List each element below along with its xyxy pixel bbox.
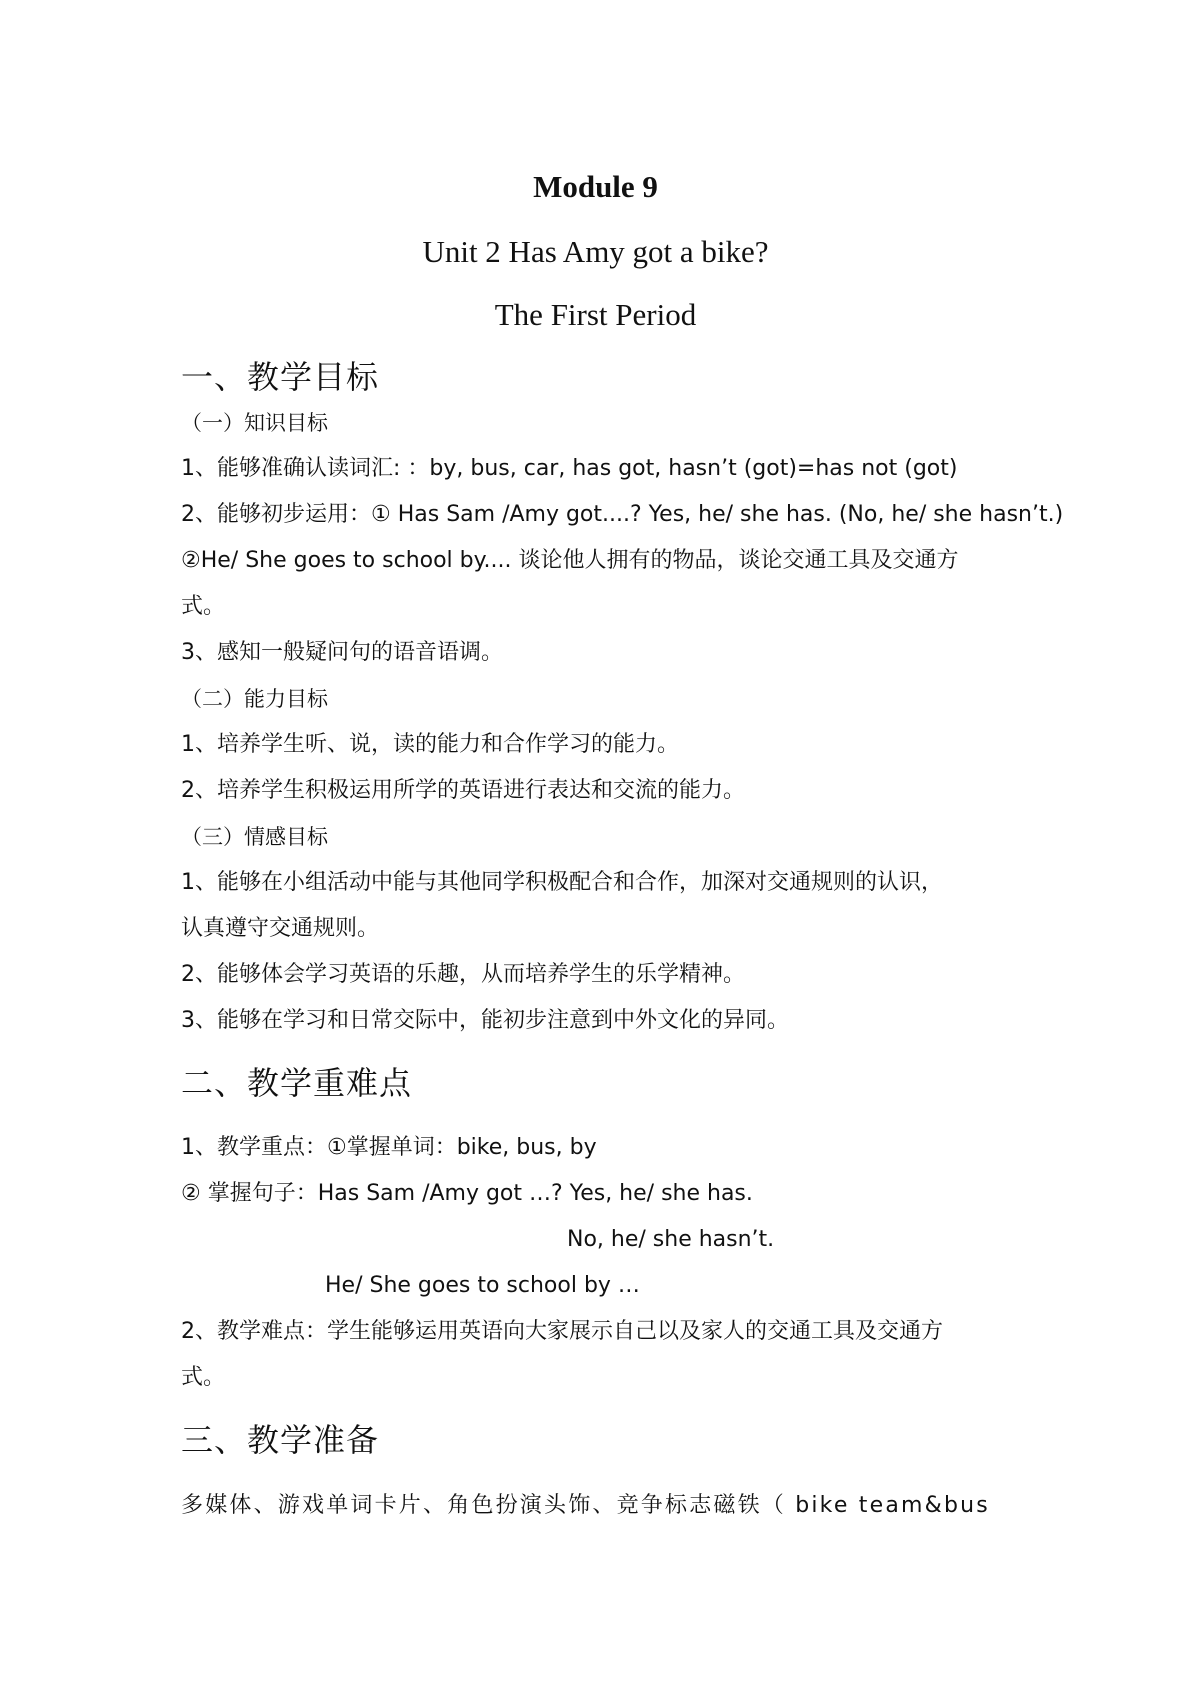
section-heading-preparation: 三、教学准备 [181, 1421, 380, 1459]
key-point-line-4: He/ She goes to school by … [325, 1273, 640, 1298]
emotion-item-1: 1、能够在小组活动中能与其他同学积极配合和合作，加深对交通规则的认识， [181, 870, 943, 895]
section-heading-objectives: 一、教学目标 [181, 358, 380, 396]
difficult-point-line-1: 2、教学难点：学生能够运用英语向大家展示自己以及家人的交通工具及交通方 [181, 1319, 943, 1344]
emotion-item-2: 2、能够体会学习英语的乐趣，从而培养学生的乐学精神。 [181, 962, 745, 987]
module-title: Module 9 [533, 169, 658, 204]
emotion-item-1-cont: 认真遵守交通规则。 [181, 916, 380, 941]
key-point-line-3: No, he/ she hasn’t. [567, 1227, 775, 1252]
ability-item-1: 1、培养学生听、说，读的能力和合作学习的能力。 [181, 732, 679, 757]
emotion-item-3: 3、能够在学习和日常交际中，能初步注意到中外文化的异同。 [181, 1008, 789, 1033]
knowledge-item-2: 2、能够初步运用：① Has Sam /Amy got....? Yes, he/ she has. (No, he/ she hasn’t.) [181, 502, 1064, 527]
subheading-knowledge: （一）知识目标 [181, 411, 328, 435]
section-heading-key-points: 二、教学重难点 [181, 1064, 413, 1102]
knowledge-item-1: 1、能够准确认读词汇: ：by, bus, car, has got, hasn’t (got)=has not (got) [181, 456, 958, 481]
subheading-ability: （二）能力目标 [181, 687, 328, 711]
knowledge-item-2-cont: ②He/ She goes to school by.... 谈论他人拥有的物品，谈论交通工具及交通方 [181, 548, 959, 573]
key-point-line-2: ② 掌握句子：Has Sam /Amy got …? Yes, he/ she has. [181, 1181, 753, 1206]
unit-title: Unit 2 Has Amy got a bike? [422, 234, 769, 269]
period-title: The First Period [494, 297, 697, 332]
key-point-line-1: 1、教学重点：①掌握单词：bike, bus, by [181, 1135, 597, 1160]
knowledge-item-2-end: 式。 [181, 594, 226, 619]
subheading-emotion: （三）情感目标 [181, 825, 328, 849]
knowledge-item-3: 3、感知一般疑问句的语音语调。 [181, 640, 503, 665]
ability-item-2: 2、培养学生积极运用所学的英语进行表达和交流的能力。 [181, 778, 745, 803]
difficult-point-line-2: 式。 [181, 1365, 226, 1390]
preparation-line-1: 多媒体、游戏单词卡片、角色扮演头饰、竞争标志磁铁（ bike team&bus [181, 1493, 990, 1518]
